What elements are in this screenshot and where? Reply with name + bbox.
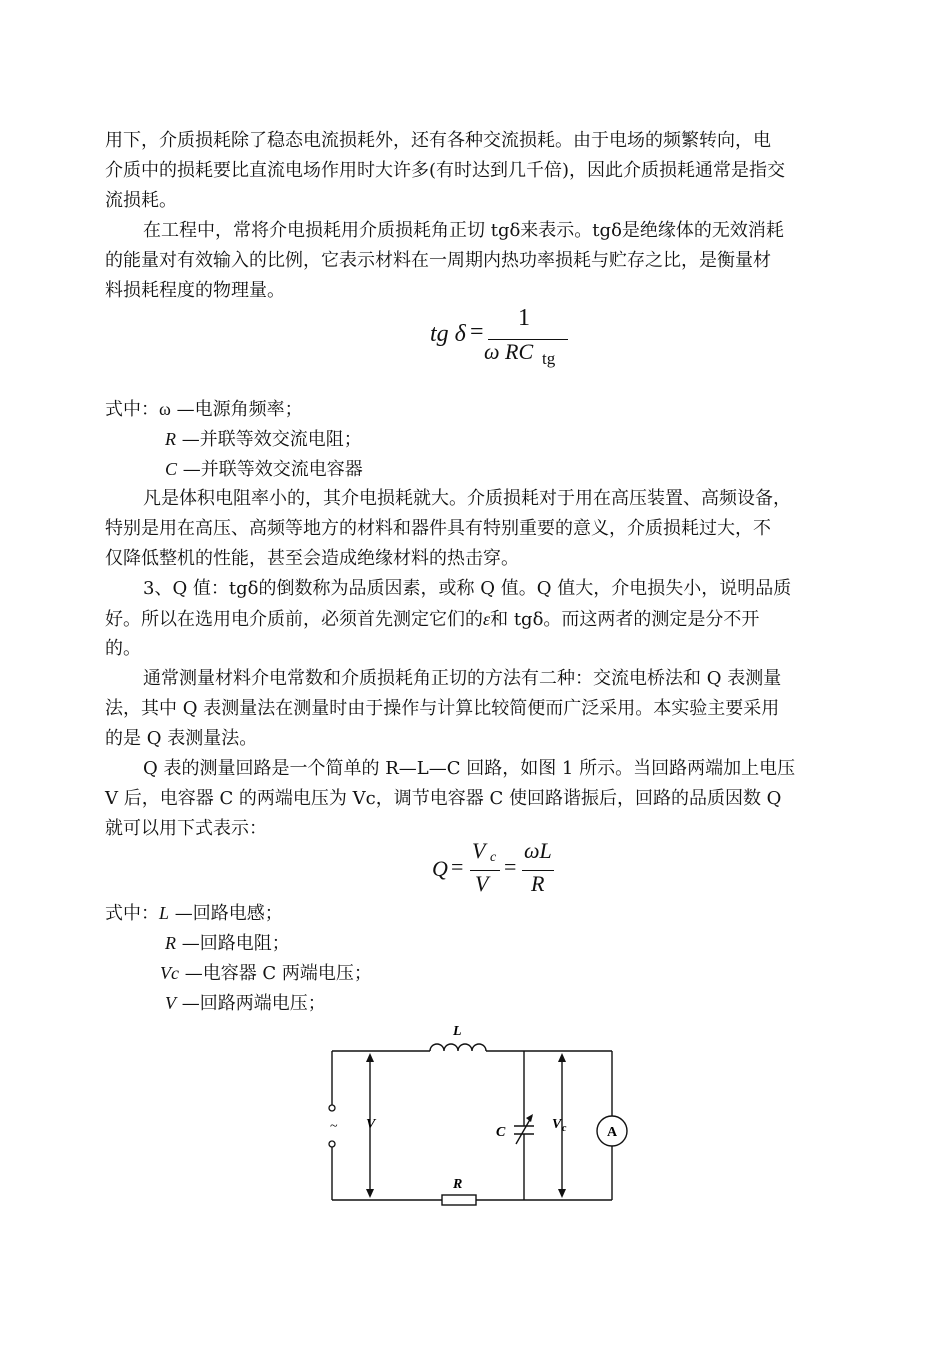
- arrowhead: [558, 1189, 566, 1198]
- text-line: 介质中的损耗要比直流电场作用时大许多(有时达到几千倍)，因此介质损耗通常是指交: [105, 160, 786, 181]
- text-line: 法，其中 Q 表测量法在测量时由于操作与计算比较简便而广泛采用。本实验主要采用: [105, 698, 780, 719]
- r-description: —回路电阻；: [176, 933, 290, 954]
- formula-equals: =: [451, 854, 464, 879]
- definition-l: [105, 900, 283, 927]
- formula-lhs: Q: [432, 856, 448, 881]
- resistor-label: R: [453, 1177, 463, 1192]
- formula-numerator: 1: [518, 305, 530, 331]
- definition-r: [165, 426, 362, 453]
- omega-description: —电源角频率；: [170, 399, 303, 420]
- definition-v: [165, 990, 326, 1017]
- text-line: 在工程中，常将介电损耗用介质损耗角正切 tgδ来表示。tgδ是绝缘体的无效消耗: [143, 220, 784, 241]
- c-symbol: C: [165, 459, 178, 479]
- vc-symbol: Vc: [160, 963, 179, 983]
- meter-label: A: [607, 1125, 618, 1140]
- l-description: —回路电感；: [169, 903, 283, 924]
- capacitor-label: C: [496, 1125, 506, 1140]
- inductor-icon: [430, 1044, 486, 1051]
- text-line: 凡是体积电阻率小的，其介电损耗就大。介质损耗对于用在高压装置、高频设备，: [143, 488, 791, 509]
- loss-tangent-formula: [430, 305, 590, 375]
- text-line: 仅降低整机的性能，甚至会造成绝缘材料的热击穿。: [105, 548, 519, 569]
- text-line: 就可以用下式表示：: [105, 818, 267, 839]
- text-line: 3、Q 值：tgδ的倒数称为品质因素，或称 Q 值。Q 值大，介电损失小，说明品质: [143, 578, 792, 599]
- where-intro: 式中：: [105, 903, 159, 924]
- r-symbol: R: [165, 429, 176, 449]
- formula-denominator: R: [531, 871, 545, 896]
- quality-factor-formula: [432, 838, 592, 902]
- text-line: [105, 606, 759, 633]
- definition-c: [165, 456, 363, 483]
- text-segment: 和 tgδ。而这两者的测定是分不开: [490, 609, 760, 630]
- text-segment: 好。所以在选用电介质前，必须首先测定它们的: [105, 609, 483, 630]
- definition-r: [165, 930, 290, 957]
- formula-subscript: c: [490, 850, 497, 865]
- formula-equals: =: [504, 854, 517, 879]
- formula-lhs: tg δ: [430, 321, 466, 347]
- terminal-icon: [329, 1105, 335, 1111]
- source-voltage-label: V: [366, 1117, 376, 1132]
- text-line: 用下，介质损耗除了稳态电流损耗外，还有各种交流损耗。由于电场的频繁转向，电: [105, 130, 771, 151]
- arrowhead: [366, 1189, 374, 1198]
- arrowhead: [366, 1053, 374, 1062]
- definition-omega: [105, 396, 303, 423]
- formula-denominator: ω RC: [484, 339, 534, 364]
- text-line: 的是 Q 表测量法。: [105, 728, 258, 749]
- text-line: 的。: [105, 638, 141, 659]
- r-symbol: R: [165, 933, 176, 953]
- source-symbol: ~: [330, 1119, 338, 1134]
- vc-description: —电容器 C 两端电压；: [178, 963, 372, 984]
- formula-numerator: ωL: [524, 838, 552, 863]
- where-intro: 式中：: [105, 399, 159, 420]
- formula-numerator: V: [472, 838, 486, 863]
- text-line: V 后，电容器 C 的两端电压为 Vc，调节电容器 C 使回路谐振后，回路的品质因数 Q: [105, 788, 782, 809]
- arrowhead: [558, 1053, 566, 1062]
- rlc-circuit-diagram: [320, 1018, 640, 1213]
- definition-vc: [160, 960, 372, 987]
- terminal-icon: [329, 1141, 335, 1147]
- text-line: 流损耗。: [105, 190, 177, 211]
- vc-subscript: c: [562, 1123, 567, 1134]
- v-symbol: V: [165, 993, 176, 1013]
- c-description: —并联等效交流电容器: [177, 459, 363, 480]
- text-line: 通常测量材料介电常数和介质损耗角正切的方法有二种：交流电桥法和 Q 表测量: [143, 668, 782, 689]
- text-line: 料损耗程度的物理量。: [105, 280, 285, 301]
- formula-suffix: tg: [542, 349, 556, 368]
- vc-label: V: [552, 1117, 562, 1132]
- omega-symbol: ω: [159, 399, 171, 419]
- text-line: 的能量对有效输入的比例，它表示材料在一周期内热功率损耗与贮存之比，是衡量材: [105, 250, 771, 271]
- epsilon-symbol: ε: [483, 609, 491, 629]
- formula-denominator: V: [475, 871, 489, 896]
- text-line: Q 表的测量回路是一个简单的 R—L—C 回路，如图 1 所示。当回路两端加上电压: [143, 758, 796, 779]
- l-symbol: L: [159, 903, 170, 923]
- text-line: 特别是用在高压、高频等地方的材料和器件具有特别重要的意义，介质损耗过大，不: [105, 518, 771, 539]
- resistor-icon: [442, 1195, 476, 1205]
- formula-equals: =: [470, 319, 484, 345]
- v-description: —回路两端电压；: [176, 993, 326, 1014]
- r-description: —并联等效交流电阻；: [176, 429, 362, 450]
- circuit-svg: [320, 1018, 640, 1213]
- inductor-label: L: [453, 1024, 462, 1039]
